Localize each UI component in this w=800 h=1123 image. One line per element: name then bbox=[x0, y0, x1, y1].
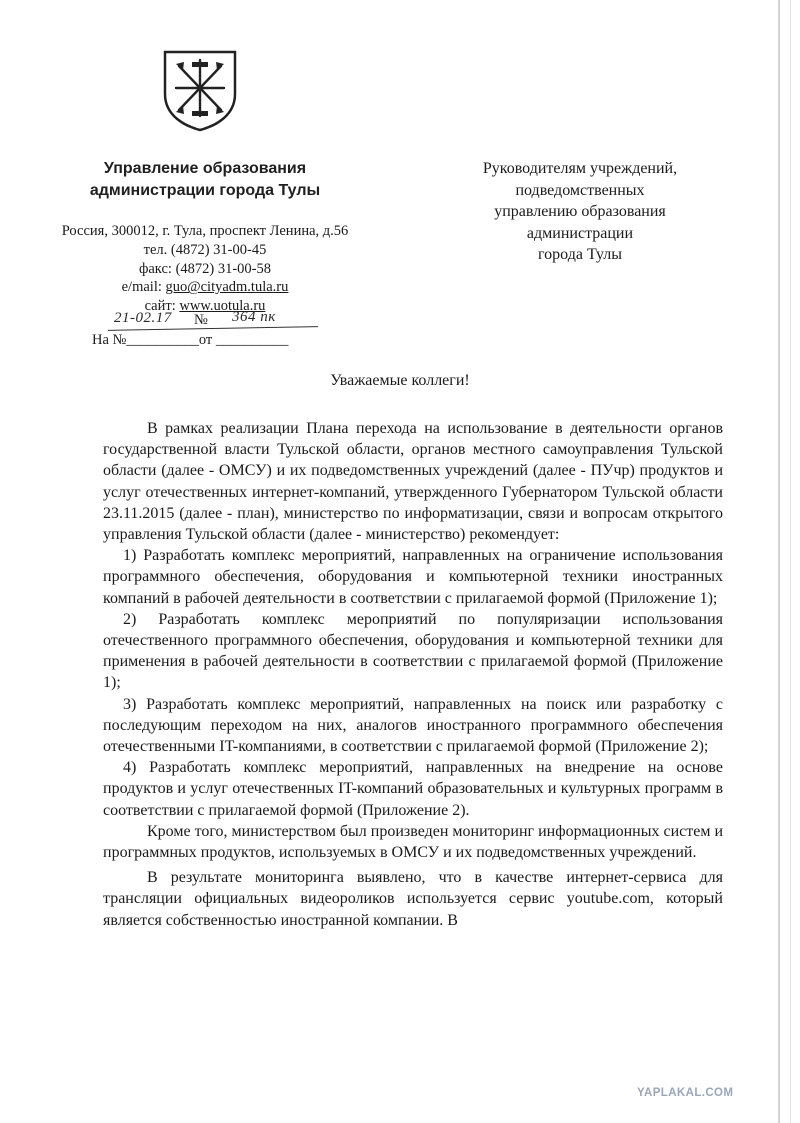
recipient-line: администрации bbox=[526, 224, 634, 242]
body-paragraph-intro: В рамках реализации Плана перехода на использование в деятельности органов государственной власти Тульской области, органов местного самоуправления Тульской области (далее - ОМСУ) и их подведомственных учреждений (далее - ПУчр) продуктов и услуг отечественных интернет-компаний, утвержденного Губернатором Тульской области 23.11.2015 (далее - план), министерство по информатизации, связи и вопросам открытого управления Тульской области (далее - министерство) рекомендует: bbox=[103, 420, 723, 544]
email-link[interactable]: guo@cityadm.tula.ru bbox=[165, 279, 289, 296]
tula-coat-of-arms-icon bbox=[163, 50, 237, 132]
registration-number-handwritten: 364 пк bbox=[232, 309, 276, 325]
sender-title-line: Управление образования bbox=[103, 160, 307, 177]
recipient-line: управлению образования bbox=[494, 203, 666, 220]
sender-email-row bbox=[40, 278, 370, 297]
sender-address: Россия, 300012, г. Тула, проспект Ленина, д.56 bbox=[61, 223, 349, 239]
email-label: e/mail: bbox=[121, 279, 166, 296]
list-item-3: 3) Разработать комплекс мероприятий, направленных на поиск или разработку с последующим переходом на них, аналогов иностранного программного обеспечения отечественными IT-компаниями, в соответствии с прилагаемой формой (Приложение 2); bbox=[103, 695, 723, 756]
registration-number-label: № bbox=[194, 312, 208, 328]
recipient-line: подведомственных bbox=[515, 181, 645, 199]
letter-greeting: Уважаемые коллеги! bbox=[330, 372, 470, 389]
page-edge-line bbox=[790, 0, 791, 1123]
site-link[interactable]: www.uotula.ru bbox=[179, 298, 266, 315]
letter-body bbox=[103, 418, 723, 931]
body-paragraph-results: В результате мониторинга выявлено, что в качестве интернет-сервиса для трансляции официальных видеороликов используется сервис youtube.com, который является собственностью иностранной компании. В bbox=[103, 869, 723, 929]
list-item-2: 2) Разработать комплекс мероприятий по популяризации использования отечественного программного обеспечения, оборудования и компьютерной техники для применения в рабочей деятельности в соответствии с прилагаемой формой (Приложение 1); bbox=[103, 610, 723, 692]
sender-organization-title bbox=[60, 158, 350, 202]
list-item-1: 1) Разработать комплекс мероприятий, направленных на ограничение использования программного обеспечения, оборудования и компьютерной техники иностранных компаний в рабочей деятельности в соответствии с прилагаемой формой (Приложение 1); bbox=[103, 547, 723, 607]
registration-date-handwritten: 21-02.17 bbox=[114, 310, 172, 326]
page-edge-line bbox=[778, 0, 780, 1123]
sender-phone: тел. (4872) 31-00-45 bbox=[143, 241, 267, 258]
sender-address-block bbox=[40, 222, 370, 316]
reference-number-line: На №__________от __________ bbox=[92, 332, 289, 348]
site-label: сайт: bbox=[144, 298, 180, 315]
body-paragraph-monitoring: Кроме того, министерством был произведен мониторинг информационных систем и программных продуктов, используемых в ОМСУ и их подведомственных учреждений. bbox=[103, 822, 724, 862]
recipient-block bbox=[455, 158, 705, 266]
recipient-line: Руководителям учреждений, bbox=[482, 160, 678, 177]
sender-title-line: администрации города Тулы bbox=[89, 182, 321, 199]
list-item-4: 4) Разработать комплекс мероприятий, направленных на внедрение на основе продуктов и услуг отечественных IT-компаний образовательных и культурных программ в соответствии с прилагаемой формой (Приложение 2). bbox=[103, 759, 723, 819]
site-watermark: YAPLAKAL.COM bbox=[637, 1087, 734, 1099]
recipient-line: города Тулы bbox=[538, 246, 622, 263]
sender-fax: факс: (4872) 31-00-58 bbox=[138, 260, 272, 277]
